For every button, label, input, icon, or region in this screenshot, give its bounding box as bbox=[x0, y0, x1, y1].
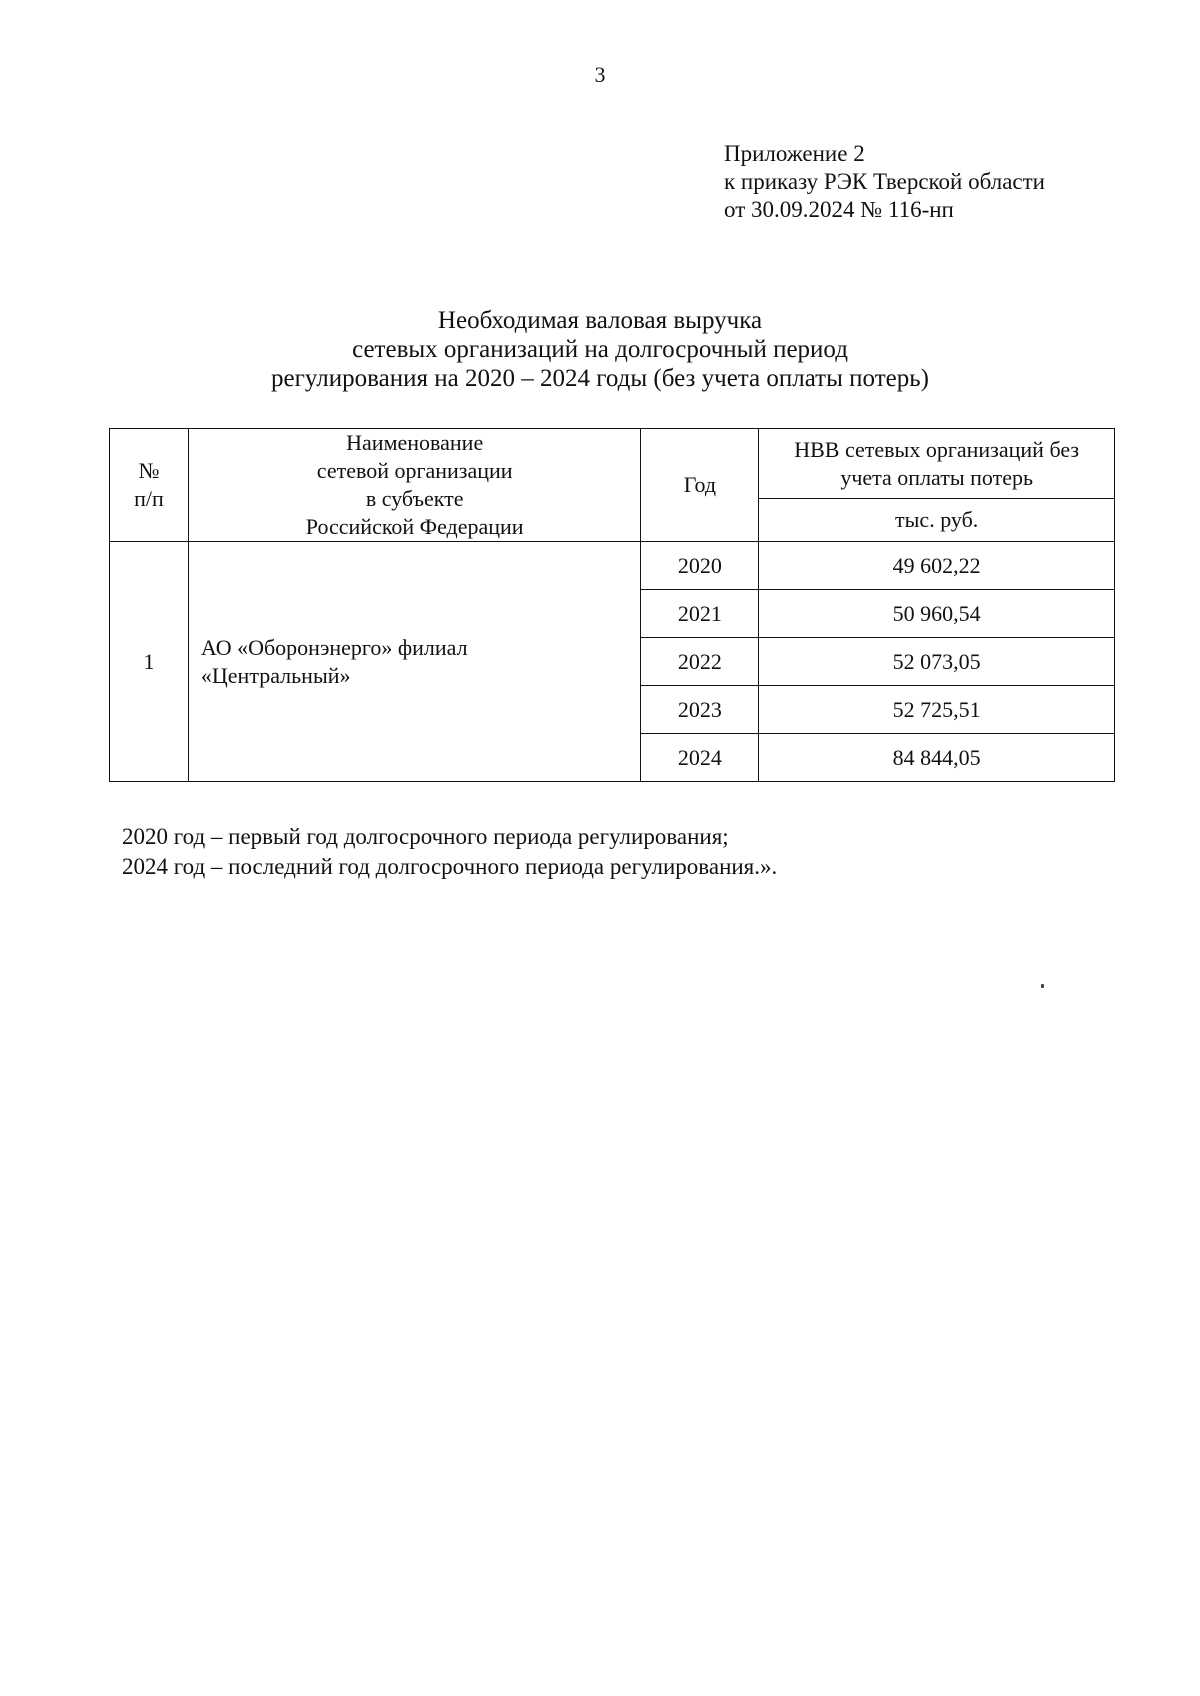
appendix-line-2: к приказу РЭК Тверской области bbox=[724, 169, 1045, 194]
year-cell: 2021 bbox=[641, 590, 759, 638]
footnotes bbox=[122, 822, 777, 882]
appendix-line-1: Приложение 2 bbox=[724, 141, 865, 166]
header-name-line-1: Наименование bbox=[346, 430, 484, 455]
header-unit: тыс. руб. bbox=[759, 499, 1115, 542]
year-cell: 2024 bbox=[641, 734, 759, 782]
header-org-name bbox=[188, 429, 641, 542]
header-number-line-1: № bbox=[138, 458, 160, 483]
org-name-line-2: «Центральный» bbox=[200, 662, 351, 688]
year-cell: 2020 bbox=[641, 542, 759, 590]
footnote-line-1: 2020 год – первый год долгосрочного периода регулирования; bbox=[122, 824, 729, 849]
title-line-1: Необходимая валовая выручка bbox=[437, 307, 763, 334]
header-value-line-1: НВВ сетевых организаций без bbox=[794, 436, 1080, 462]
org-name-line-1: АО «Оборонэнерго» филиал bbox=[200, 634, 468, 660]
document-title bbox=[0, 306, 1200, 393]
appendix-note bbox=[724, 140, 1045, 224]
header-name-line-2: сетевой организации bbox=[316, 458, 513, 483]
table-row bbox=[110, 542, 1115, 590]
value-cell: 52 725,51 bbox=[759, 686, 1115, 734]
scan-speck bbox=[1041, 984, 1044, 988]
appendix-line-3: от 30.09.2024 № 116-нп bbox=[724, 197, 954, 222]
header-number-line-2: п/п bbox=[134, 486, 164, 511]
year-cell: 2023 bbox=[641, 686, 759, 734]
header-value bbox=[759, 429, 1115, 499]
header-number bbox=[110, 429, 189, 542]
header-year: Год bbox=[641, 429, 759, 542]
nvv-table bbox=[109, 428, 1115, 782]
value-cell: 50 960,54 bbox=[759, 590, 1115, 638]
table-header-row bbox=[110, 429, 1115, 499]
header-value-line-2: учета оплаты потерь bbox=[840, 464, 1034, 490]
org-name-cell bbox=[188, 542, 641, 782]
header-name-line-4: Российской Федерации bbox=[305, 514, 524, 539]
page-number: 3 bbox=[594, 62, 606, 87]
year-cell: 2022 bbox=[641, 638, 759, 686]
value-cell: 84 844,05 bbox=[759, 734, 1115, 782]
value-cell: 52 073,05 bbox=[759, 638, 1115, 686]
title-line-2: сетевых организаций на долгосрочный период bbox=[352, 336, 848, 363]
title-line-3: регулирования на 2020 – 2024 годы (без учета оплаты потерь) bbox=[271, 365, 929, 392]
value-cell: 49 602,22 bbox=[759, 542, 1115, 590]
footnote-line-2: 2024 год – последний год долгосрочного периода регулирования.». bbox=[122, 854, 778, 879]
org-number-cell: 1 bbox=[110, 542, 189, 782]
header-name-line-3: в субъекте bbox=[365, 486, 464, 511]
